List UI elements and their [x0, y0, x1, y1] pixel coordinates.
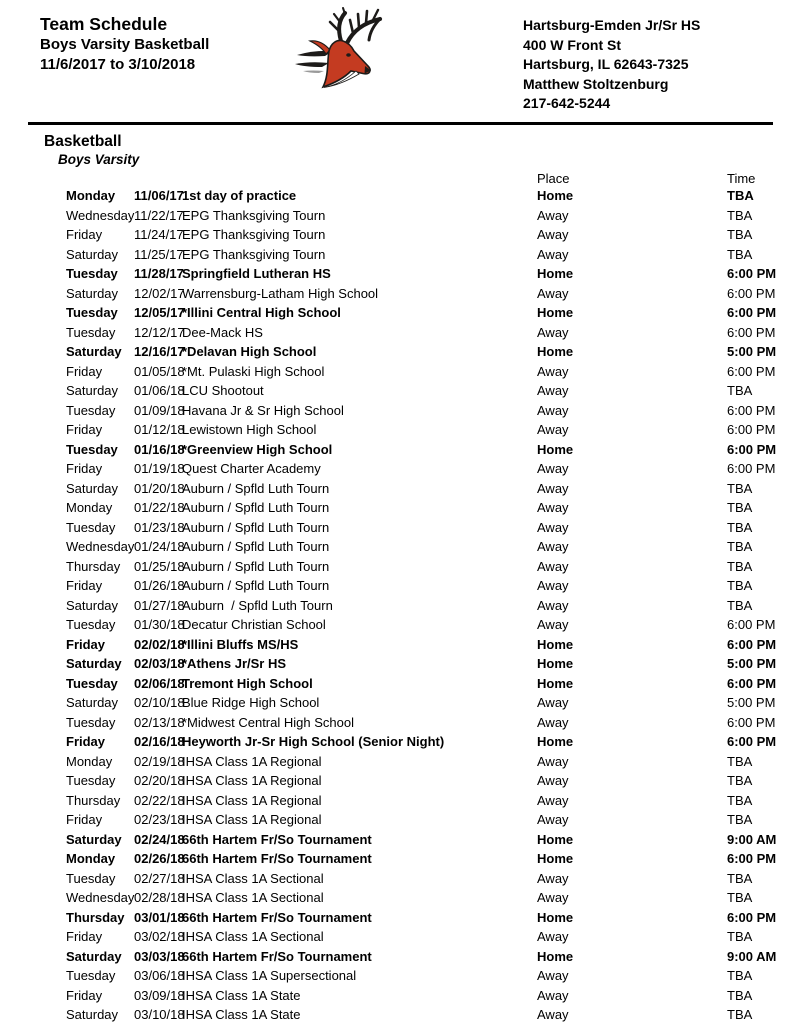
schedule-row [66, 732, 800, 752]
date-column-header [134, 172, 182, 186]
schedule-row [66, 596, 800, 616]
day-cell: Monday [66, 188, 116, 203]
day-cell: Monday [66, 851, 116, 866]
time-cell: 9:00 AM [727, 948, 777, 964]
date-cell: 11/06/17 [134, 188, 184, 203]
event-cell: Auburn / Spfld Luth Tourn [182, 500, 330, 515]
day-cell: Friday [66, 929, 103, 944]
date-cell: 02/10/18 [134, 695, 185, 710]
time-cell: TBA [727, 890, 753, 905]
place-cell: Away [537, 792, 569, 808]
place-cell: Home [537, 188, 574, 203]
date-cell: 03/09/18 [134, 987, 185, 1003]
day-cell: Friday [66, 987, 103, 1003]
schedule-table [66, 172, 800, 1025]
time-cell: TBA [727, 558, 753, 574]
date-cell: 03/06/18 [134, 968, 185, 983]
time-cell: 6:00 PM [727, 636, 777, 652]
date-cell: 03/01/18 [134, 909, 185, 925]
event-cell: Tremont High School [182, 675, 313, 691]
place-cell: Away [537, 753, 569, 769]
schedule-row [66, 908, 800, 928]
day-cell: Friday [66, 422, 103, 437]
place-cell: Home [537, 831, 574, 847]
schedule-row [66, 869, 800, 889]
event-cell: Havana Jr & Sr High School [182, 402, 344, 418]
event-cell: Auburn / Spfld Luth Tourn [182, 597, 333, 613]
place-cell: Away [537, 578, 569, 593]
day-cell: Monday [66, 753, 113, 769]
stag-mascot-logo [293, 5, 393, 91]
schedule-row [66, 927, 800, 947]
day-cell: Tuesday [66, 519, 116, 535]
time-cell: 6:00 PM [727, 324, 776, 340]
place-cell: Home [537, 305, 574, 320]
place-cell: Away [537, 480, 569, 496]
school-city-state-zip: Hartsburg, IL 62643-7325 [523, 56, 689, 72]
place-cell: Home [537, 344, 574, 359]
time-cell: TBA [727, 383, 753, 398]
date-cell: 01/26/18 [134, 578, 185, 593]
event-cell: IHSA Class 1A Sectional [182, 929, 324, 944]
event-cell: *Greenview High School [182, 441, 333, 457]
date-cell: 01/16/18 [134, 441, 185, 457]
date-cell: 03/10/18 [134, 1007, 185, 1022]
time-cell: 6:00 PM [727, 909, 777, 925]
day-column-header [66, 172, 134, 186]
sport-heading: Basketball [44, 133, 122, 150]
event-cell: Auburn / Spfld Luth Tourn [182, 480, 330, 496]
time-cell: TBA [727, 792, 753, 808]
date-cell: 01/30/18 [134, 617, 185, 632]
event-cell: Auburn / Spfld Luth Tourn [182, 558, 330, 574]
date-cell: 01/06/18 [134, 383, 185, 398]
event-cell: IHSA Class 1A Regional [182, 773, 322, 788]
place-cell: Away [537, 363, 569, 379]
schedule-row [66, 342, 800, 362]
event-cell: Dee-Mack HS [182, 324, 263, 340]
time-cell: 6:00 PM [727, 422, 776, 437]
schedule-row [66, 635, 800, 655]
contact-phone: 217-642-5244 [523, 95, 611, 111]
time-cell: TBA [727, 246, 753, 262]
event-cell: Auburn / Spfld Luth Tourn [182, 519, 330, 535]
date-cell: 11/25/17 [134, 246, 184, 262]
schedule-row [66, 810, 800, 830]
time-cell: 6:00 PM [727, 285, 776, 301]
event-cell: IHSA Class 1A Sectional [182, 890, 324, 905]
day-cell: Thursday [66, 792, 121, 808]
day-cell: Tuesday [66, 968, 116, 983]
time-cell: TBA [727, 753, 753, 769]
day-cell: Tuesday [66, 305, 118, 320]
schedule-row [66, 206, 800, 226]
date-cell: 02/06/18 [134, 675, 185, 691]
team-level-heading: Boys Varsity [58, 152, 140, 167]
event-cell: EPG Thanksgiving Tourn [182, 227, 326, 242]
day-cell: Tuesday [66, 870, 116, 886]
day-cell: Wednesday [66, 890, 135, 905]
schedule-row [66, 498, 800, 518]
time-cell: TBA [727, 519, 753, 535]
day-cell: Friday [66, 461, 103, 476]
date-cell: 02/13/18 [134, 714, 185, 730]
event-cell: *Mt. Pulaski High School [182, 363, 325, 379]
day-cell: Saturday [66, 480, 119, 496]
event-cell: 1st day of practice [182, 188, 297, 203]
schedule-row [66, 245, 800, 265]
time-cell: TBA [727, 578, 753, 593]
day-cell: Friday [66, 734, 106, 749]
place-cell: Home [537, 909, 574, 925]
title-block [40, 14, 209, 75]
place-cell: Away [537, 714, 569, 730]
schedule-row [66, 440, 800, 460]
place-cell: Home [537, 266, 574, 281]
day-cell: Saturday [66, 285, 119, 301]
contact-person: Matthew Stoltzenburg [523, 75, 669, 92]
time-cell: 6:00 PM [727, 617, 776, 632]
date-cell: 02/24/18 [134, 831, 185, 847]
place-cell: Away [537, 539, 569, 554]
schedule-row [66, 225, 800, 245]
schedule-row [66, 186, 800, 206]
schedule-row [66, 576, 800, 596]
time-cell: TBA [727, 1007, 753, 1022]
event-cell: IHSA Class 1A State [182, 987, 301, 1003]
schedule-row [66, 888, 800, 908]
schedule-row [66, 966, 800, 986]
schedule-row [66, 1005, 800, 1025]
place-cell: Away [537, 285, 569, 301]
place-column-header: Place [537, 171, 570, 186]
date-cell: 12/12/17 [134, 324, 185, 340]
event-cell: Lewistown High School [182, 422, 317, 437]
schedule-row [66, 381, 800, 401]
date-cell: 03/02/18 [134, 929, 185, 944]
day-cell: Saturday [66, 246, 119, 262]
schedule-row [66, 830, 800, 850]
day-cell: Saturday [66, 695, 119, 710]
day-cell: Saturday [66, 831, 122, 847]
event-cell: Blue Ridge High School [182, 695, 320, 710]
schedule-row [66, 752, 800, 772]
event-cell: IHSA Class 1A Regional [182, 792, 322, 808]
time-cell: TBA [727, 597, 753, 613]
day-cell: Monday [66, 500, 113, 515]
day-cell: Saturday [66, 1007, 119, 1022]
school-name: Hartsburg-Emden Jr/Sr HS [523, 17, 701, 33]
schedule-row [66, 459, 800, 479]
time-cell: 5:00 PM [727, 656, 777, 671]
place-cell: Away [537, 773, 569, 788]
place-cell: Away [537, 500, 569, 515]
time-cell: TBA [727, 773, 753, 788]
time-cell: 9:00 AM [727, 831, 777, 847]
school-street: 400 W Front St [523, 36, 622, 53]
date-cell: 01/24/18 [134, 539, 185, 554]
place-cell: Away [537, 1007, 569, 1022]
date-cell: 01/12/18 [134, 422, 185, 437]
date-cell: 02/20/18 [134, 773, 185, 788]
date-cell: 02/02/18 [134, 636, 185, 652]
day-cell: Saturday [66, 597, 119, 613]
place-cell: Home [537, 851, 574, 866]
event-cell: IHSA Class 1A Sectional [182, 870, 324, 886]
time-cell: TBA [727, 188, 754, 203]
date-cell: 11/24/17 [134, 227, 184, 242]
time-cell: 5:00 PM [727, 695, 776, 710]
date-cell: 12/02/17 [134, 285, 185, 301]
place-cell: Away [537, 207, 569, 223]
place-cell: Away [537, 461, 569, 476]
date-cell: 12/05/17 [134, 305, 185, 320]
schedule-row [66, 557, 800, 577]
time-cell: 6:00 PM [727, 266, 777, 281]
stag-head-icon [293, 5, 393, 91]
header-divider [28, 122, 773, 125]
schedule-row [66, 264, 800, 284]
day-cell: Saturday [66, 344, 122, 359]
event-cell: EPG Thanksgiving Tourn [182, 207, 326, 223]
schedule-row [66, 849, 800, 869]
time-cell: TBA [727, 870, 753, 886]
place-cell: Away [537, 812, 569, 827]
date-cell: 01/05/18 [134, 363, 185, 379]
day-cell: Wednesday [66, 539, 135, 554]
place-cell: Home [537, 656, 574, 671]
time-cell: 6:00 PM [727, 675, 777, 691]
day-cell: Friday [66, 363, 103, 379]
date-cell: 02/27/18 [134, 870, 185, 886]
time-cell: TBA [727, 968, 753, 983]
schedule-row [66, 654, 800, 674]
date-cell: 02/23/18 [134, 812, 185, 827]
day-cell: Tuesday [66, 441, 118, 457]
schedule-row [66, 284, 800, 304]
date-cell: 11/22/17 [134, 207, 184, 223]
place-cell: Away [537, 695, 569, 710]
event-cell: IHSA Class 1A State [182, 1007, 301, 1022]
schedule-row [66, 401, 800, 421]
event-cell: *Illini Central High School [182, 305, 341, 320]
day-cell: Tuesday [66, 773, 116, 788]
place-cell: Away [537, 519, 569, 535]
date-cell: 02/03/18 [134, 656, 185, 671]
place-cell: Away [537, 870, 569, 886]
day-cell: Thursday [66, 909, 125, 925]
event-column-header [182, 172, 537, 186]
day-cell: Tuesday [66, 714, 116, 730]
time-column-header: Time [727, 171, 756, 186]
place-cell: Away [537, 968, 569, 983]
time-cell: TBA [727, 207, 753, 223]
event-cell: Decatur Christian School [182, 617, 326, 632]
place-cell: Away [537, 422, 569, 437]
time-cell: 6:00 PM [727, 363, 776, 379]
schedule-header-row [66, 172, 800, 186]
place-cell: Away [537, 227, 569, 242]
event-cell: Quest Charter Academy [182, 461, 321, 476]
schedule-row [66, 713, 800, 733]
place-cell: Away [537, 402, 569, 418]
day-cell: Tuesday [66, 675, 118, 691]
time-cell: TBA [727, 500, 753, 515]
date-range: 11/6/2017 to 3/10/2018 [40, 56, 196, 73]
event-cell: Auburn / Spfld Luth Tourn [182, 539, 330, 554]
schedule-row [66, 693, 800, 713]
day-cell: Tuesday [66, 617, 116, 632]
time-cell: TBA [727, 929, 753, 944]
place-cell: Away [537, 383, 569, 398]
event-cell: Heyworth Jr-Sr High School (Senior Night) [182, 734, 445, 749]
event-cell: Auburn / Spfld Luth Tourn [182, 578, 330, 593]
schedule-row [66, 674, 800, 694]
schedule-row [66, 303, 800, 323]
schedule-row [66, 479, 800, 499]
time-cell: TBA [727, 987, 753, 1003]
time-cell: TBA [727, 539, 753, 554]
day-cell: Friday [66, 578, 103, 593]
time-cell: 5:00 PM [727, 344, 777, 359]
time-cell: TBA [727, 812, 753, 827]
day-cell: Saturday [66, 383, 119, 398]
place-cell: Home [537, 675, 574, 691]
date-cell: 01/20/18 [134, 480, 185, 496]
date-cell: 01/27/18 [134, 597, 185, 613]
day-cell: Saturday [66, 656, 122, 671]
place-cell: Home [537, 636, 574, 652]
day-cell: Saturday [66, 948, 122, 964]
place-cell: Away [537, 597, 569, 613]
place-cell: Away [537, 890, 569, 905]
event-cell: 66th Hartem Fr/So Tournament [182, 831, 372, 847]
event-cell: Springfield Lutheran HS [182, 266, 331, 281]
event-cell: 66th Hartem Fr/So Tournament [182, 909, 372, 925]
event-cell: *Illini Bluffs MS/HS [182, 636, 299, 652]
page-title: Team Schedule [40, 14, 168, 34]
time-cell: 6:00 PM [727, 305, 777, 320]
date-cell: 11/28/17 [134, 266, 184, 281]
schedule-row [66, 986, 800, 1006]
day-cell: Friday [66, 227, 103, 242]
place-cell: Away [537, 558, 569, 574]
event-cell: LCU Shootout [182, 383, 264, 398]
place-cell: Home [537, 734, 574, 749]
schedule-row [66, 771, 800, 791]
place-cell: Home [537, 948, 574, 964]
event-cell: IHSA Class 1A Supersectional [182, 968, 357, 983]
date-cell: 01/09/18 [134, 402, 185, 418]
schedule-row [66, 791, 800, 811]
schedule-row [66, 518, 800, 538]
schedule-row [66, 615, 800, 635]
date-cell: 01/22/18 [134, 500, 185, 515]
date-cell: 01/19/18 [134, 461, 185, 476]
event-cell: Warrensburg-Latham High School [182, 285, 379, 301]
day-cell: Friday [66, 812, 103, 827]
day-cell: Tuesday [66, 402, 116, 418]
event-cell: 66th Hartem Fr/So Tournament [182, 948, 372, 964]
document-header [0, 0, 800, 122]
date-cell: 02/16/18 [134, 734, 185, 749]
schedule-row [66, 323, 800, 343]
date-cell: 02/22/18 [134, 792, 185, 808]
time-cell: 6:00 PM [727, 441, 777, 457]
place-cell: Away [537, 929, 569, 944]
schedule-table-body [66, 186, 800, 1025]
time-cell: 6:00 PM [727, 714, 776, 730]
event-cell: *Athens Jr/Sr HS [182, 656, 287, 671]
schedule-row [66, 362, 800, 382]
time-cell: TBA [727, 480, 753, 496]
date-cell: 12/16/17 [134, 344, 185, 359]
event-cell: 66th Hartem Fr/So Tournament [182, 851, 372, 866]
event-cell: IHSA Class 1A Regional [182, 812, 322, 827]
event-cell: *Delavan High School [182, 344, 317, 359]
school-contact-block [523, 16, 700, 114]
date-cell: 01/25/18 [134, 558, 185, 574]
schedule-row [66, 537, 800, 557]
time-cell: 6:00 PM [727, 402, 776, 418]
time-cell: 6:00 PM [727, 461, 776, 476]
day-cell: Tuesday [66, 324, 116, 340]
schedule-row [66, 947, 800, 967]
place-cell: Away [537, 246, 569, 262]
event-cell: IHSA Class 1A Regional [182, 753, 322, 769]
date-cell: 02/19/18 [134, 753, 185, 769]
date-cell: 02/28/18 [134, 890, 185, 905]
day-cell: Thursday [66, 558, 121, 574]
day-cell: Tuesday [66, 266, 118, 281]
day-cell: Friday [66, 636, 106, 652]
date-cell: 01/23/18 [134, 519, 185, 535]
place-cell: Away [537, 987, 569, 1003]
date-cell: 03/03/18 [134, 948, 185, 964]
schedule-row [66, 420, 800, 440]
team-subtitle: Boys Varsity Basketball [40, 36, 210, 53]
place-cell: Away [537, 324, 569, 340]
time-cell: TBA [727, 227, 753, 242]
place-cell: Away [537, 617, 569, 632]
time-cell: 6:00 PM [727, 851, 777, 866]
day-cell: Wednesday [66, 207, 135, 223]
event-cell: EPG Thanksgiving Tourn [182, 246, 326, 262]
place-cell: Home [537, 441, 574, 457]
time-cell: 6:00 PM [727, 734, 777, 749]
date-cell: 02/26/18 [134, 851, 185, 866]
event-cell: *Midwest Central High School [182, 714, 354, 730]
